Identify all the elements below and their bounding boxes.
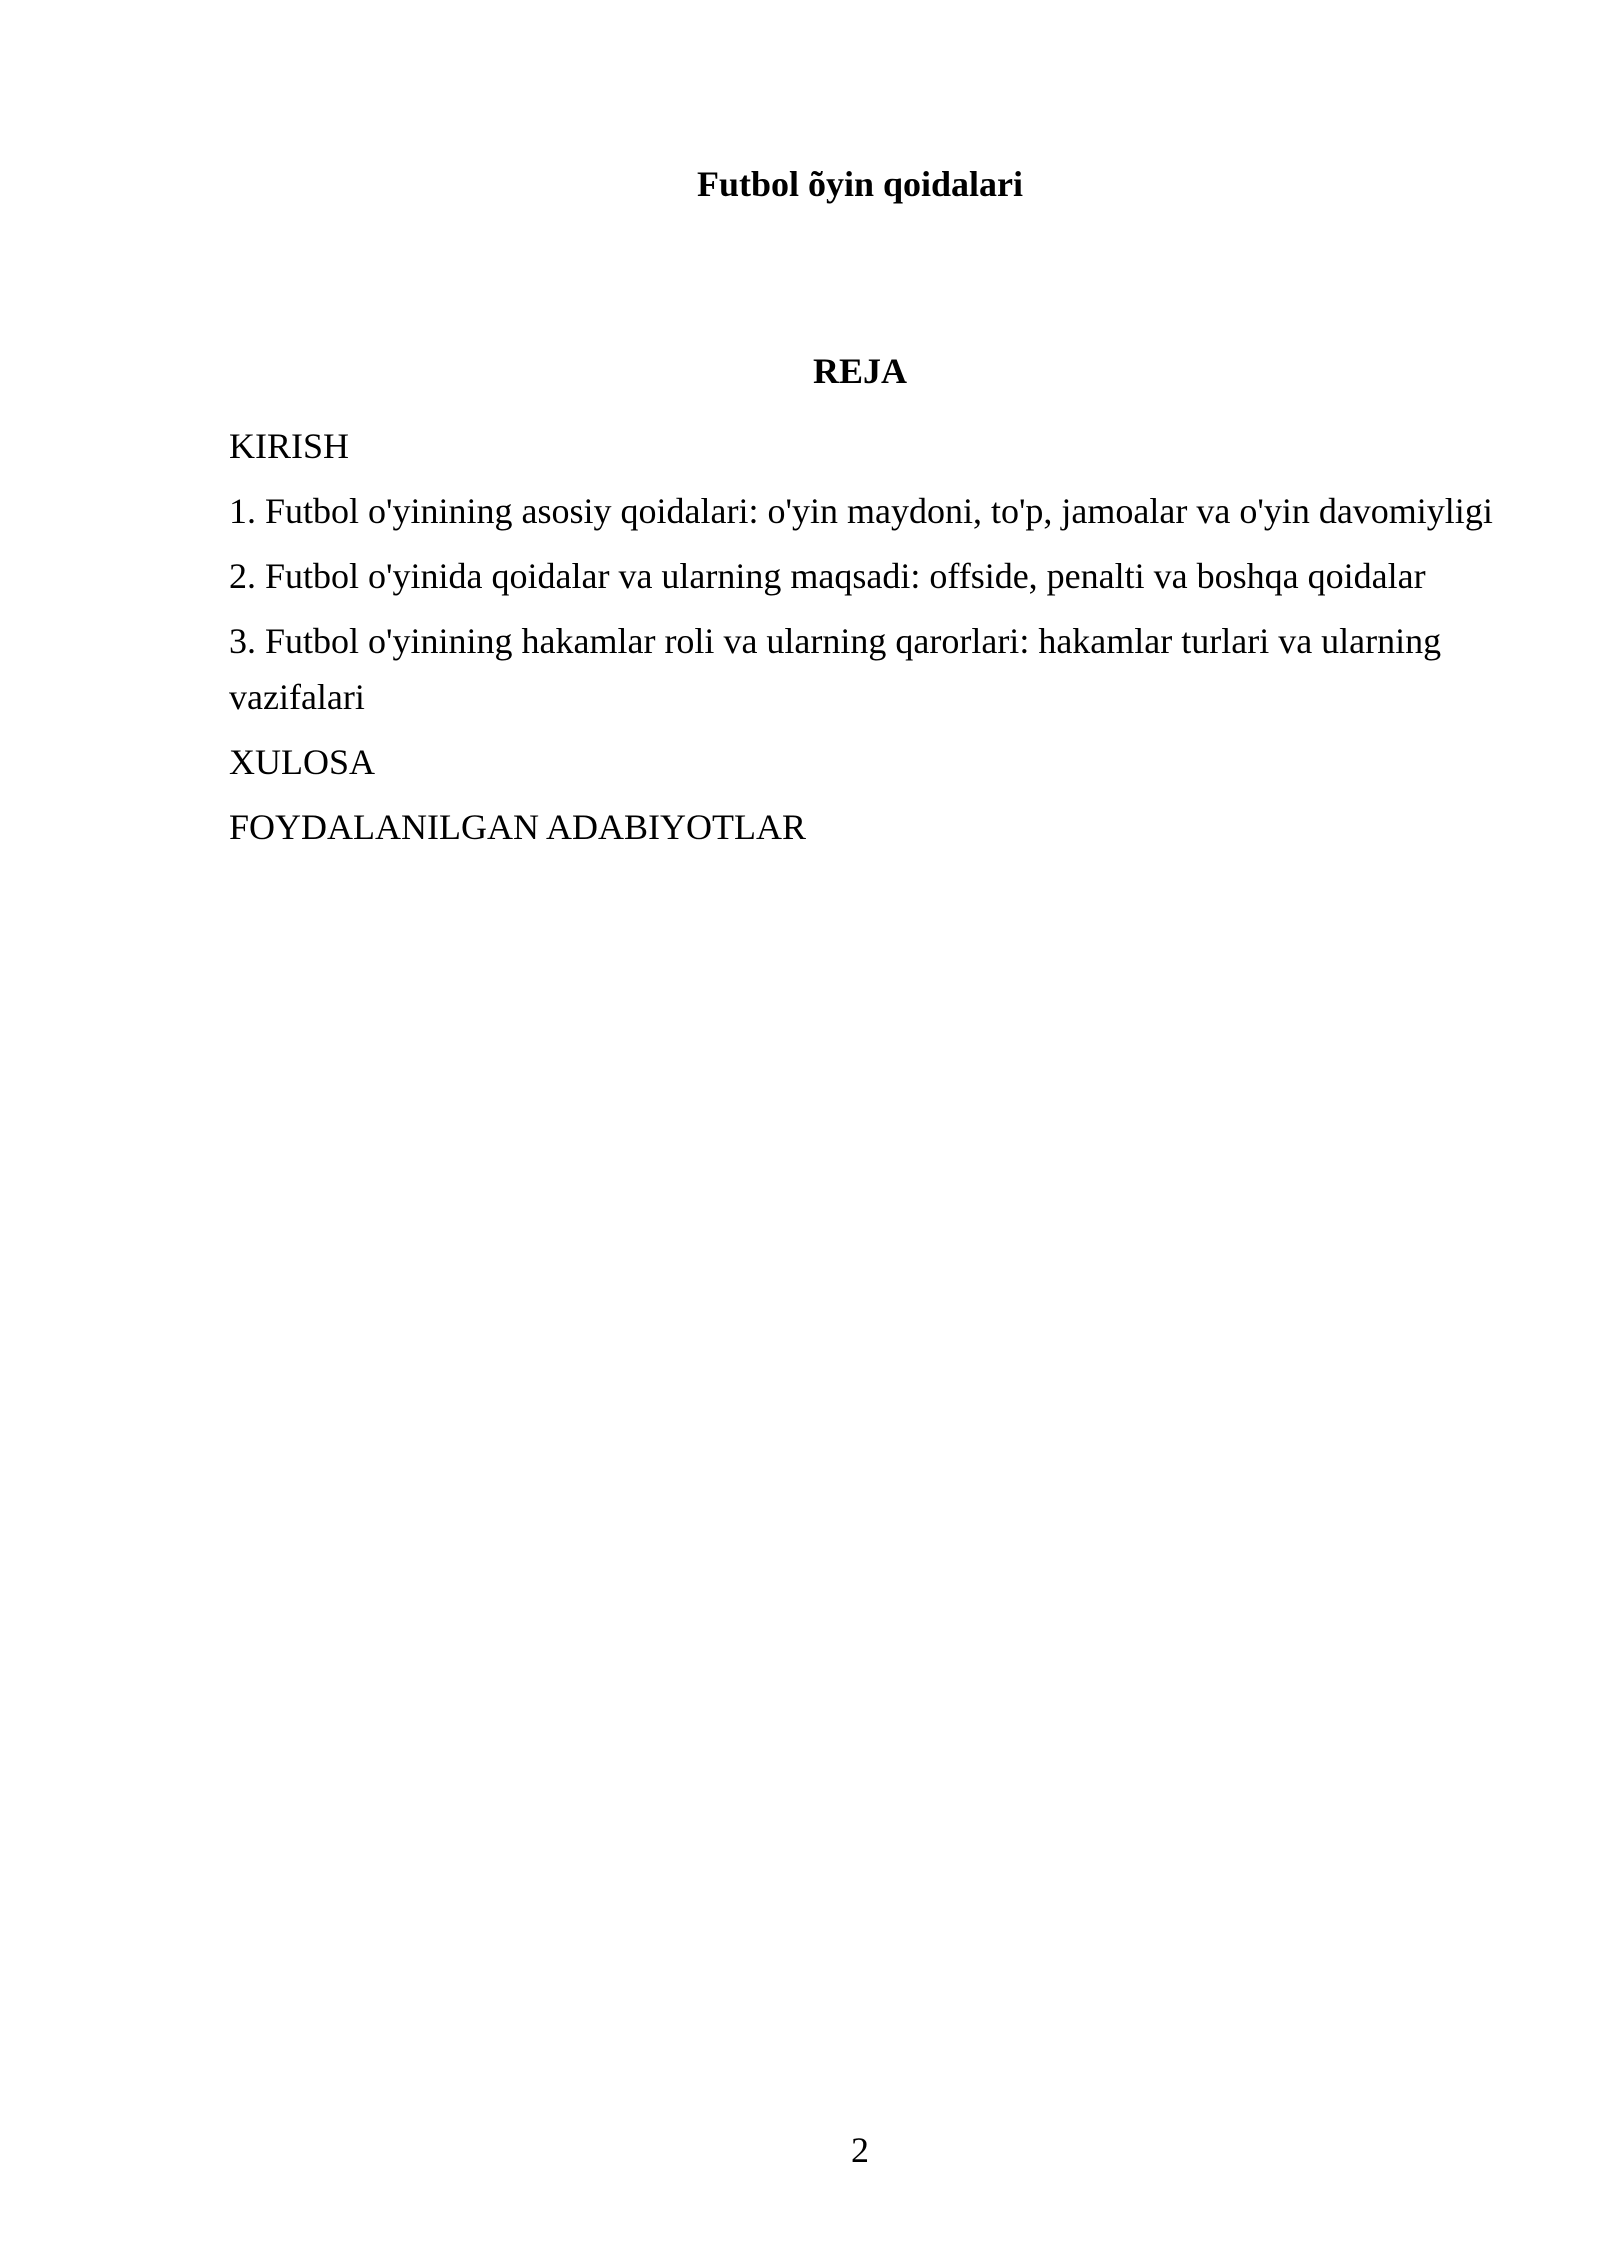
plan-item-introduction: KIRISH <box>229 426 350 466</box>
plan-item-references: FOYDALANILGAN ADABIYOTLAR <box>229 807 806 847</box>
page-number: 2 <box>851 2130 869 2170</box>
plan-item-1: 1. Futbol o'yinining asosiy qoidalari: o'yin maydoni, to'p, jamoalar va o'yin davomiyligi <box>229 491 1493 531</box>
plan-item-3: 3. Futbol o'yinining hakamlar roli va ularning qarorlari: hakamlar turlari va ularning vazifalari <box>229 621 1442 717</box>
plan-heading: REJA <box>812 351 907 391</box>
document-title: Futbol õyin qoidalari <box>696 164 1024 204</box>
plan-list <box>229 418 1509 864</box>
plan-item-conclusion: XULOSA <box>229 742 376 782</box>
plan-item-2: 2. Futbol o'yinida qoidalar va ularning maqsadi: offside, penalti va boshqa qoidalar <box>229 556 1426 596</box>
